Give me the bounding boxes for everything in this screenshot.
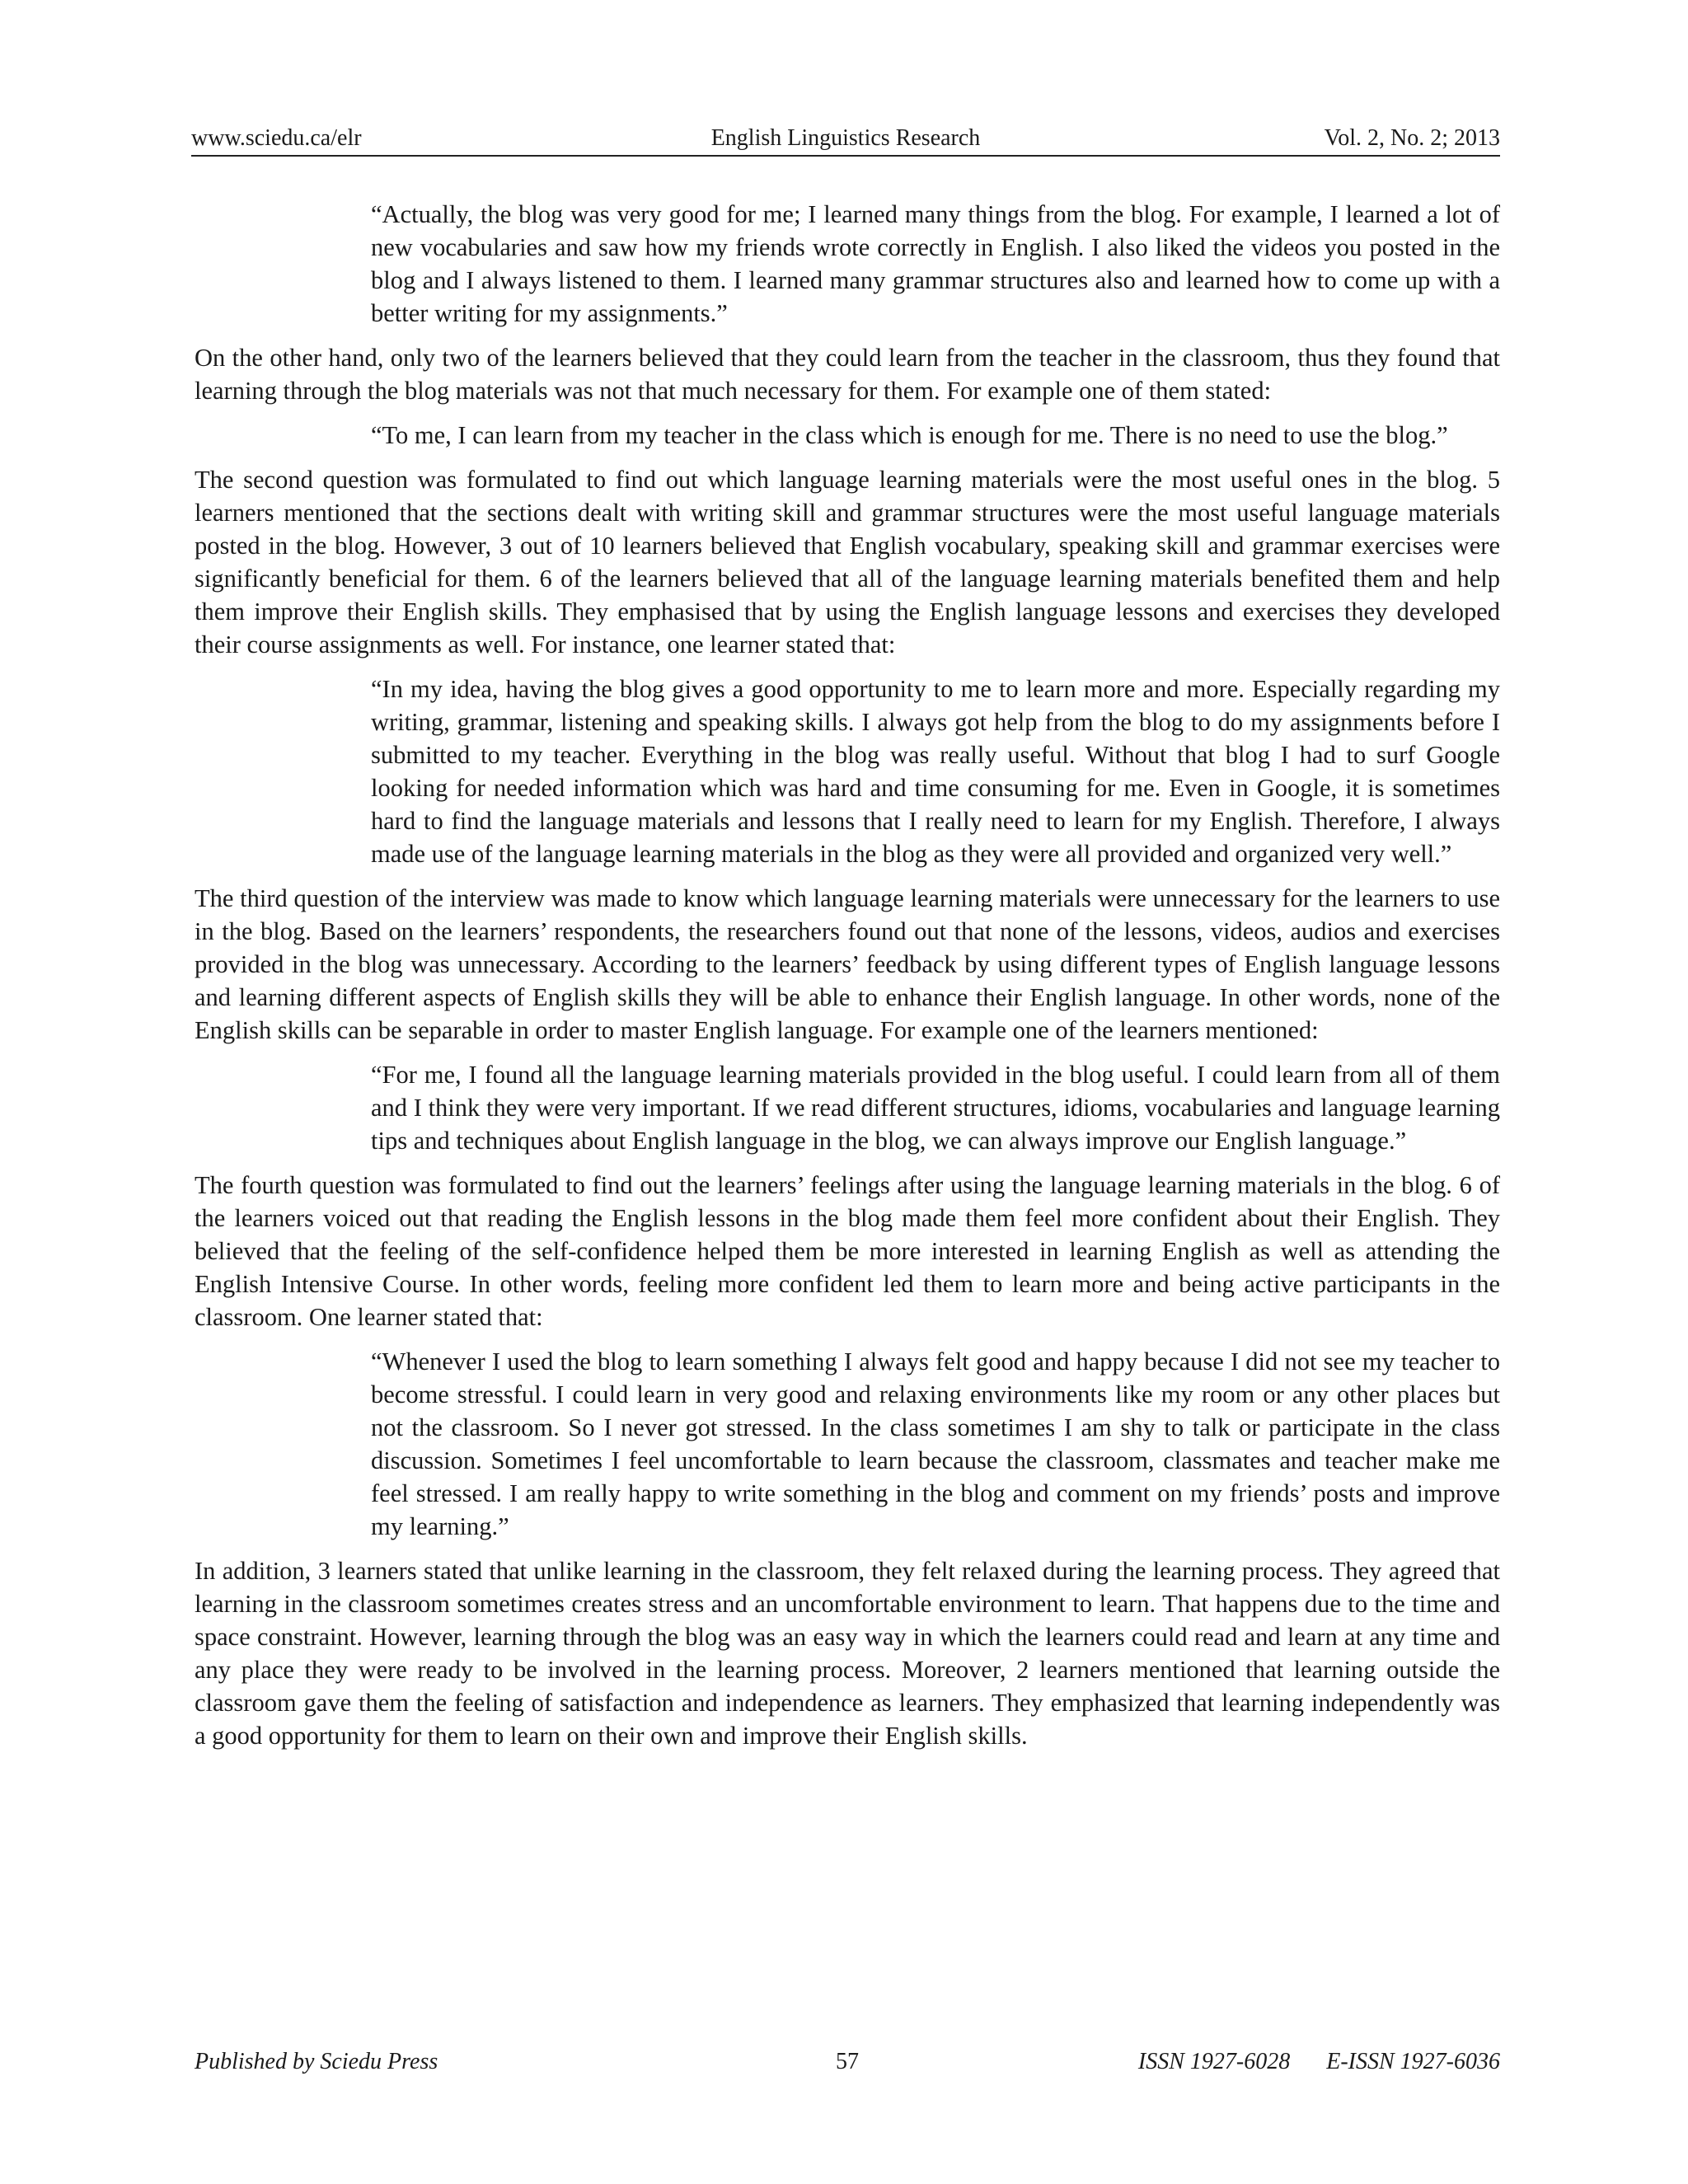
journal-title: English Linguistics Research — [710, 125, 981, 151]
body-paragraph: The fourth question was formulated to find out the learners’ feelings after using the language learning materials in the blog. 6 of the learners voiced out that reading the English lessons in the blog made them feel more confident about their English. They believed that the feeling of the self-confidence helped them be more interested in learning English as well as attending the English Intensive Course. In other words, feeling more confident led them to learn more and being active participants in the classroom. One learner stated that: — [195, 1171, 1500, 1331]
running-footer — [195, 2049, 1500, 2082]
body-paragraph: In addition, 3 learners stated that unlike learning in the classroom, they felt relaxed during the learning process. They agreed that learning in the classroom sometimes creates stress and an uncomfortable environment to learn. That happens due to the time and space constraint. However, learning through the blog was an easy way in which the learners could read and learn at any time and any place they were ready to be involved in the learning process. Moreover, 2 learners mentioned that learning outside the classroom gave them the feeling of satisfaction and independence as learners. They emphasized that learning independently was a good opportunity for them to learn on their own and improve their English skills. — [195, 1557, 1500, 1750]
running-header — [191, 122, 1500, 157]
interview-quote: “For me, I found all the language learning materials provided in the blog useful. I could learn from all of them and I think they were very important. If we read different structures, idioms, vocabularies and language learning tips and techniques about English language in the blog, we can always improve our English language.” — [371, 1061, 1500, 1155]
issn: ISSN 1927-6028 — [1137, 2049, 1291, 2074]
eissn: E-ISSN 1927-6036 — [1326, 2049, 1500, 2074]
body-paragraph: On the other hand, only two of the learners believed that they could learn from the teacher in the classroom, thus they found that learning through the blog materials was not that much necessary for them. For example one of them stated: — [195, 344, 1500, 405]
issn-info — [1138, 2049, 1500, 2075]
interview-quote: “Whenever I used the blog to learn something I always felt good and happy because I did not see my teacher to become stressful. I could learn in very good and relaxing environments like my room or any other places but not the classroom. So I never got stressed. In the class sometimes I am shy to talk or participate in the class discussion. Sometimes I feel uncomfortable to learn because the classroom, classmates and teacher make me feel stressed. I am really happy to write something in the blog and comment on my friends’ posts and improve my learning.” — [371, 1347, 1500, 1540]
article-body — [195, 198, 1500, 1764]
interview-quote: “Actually, the blog was very good for me; I learned many things from the blog. For example, I learned a lot of new vocabularies and saw how my friends wrote correctly in English. I also liked the videos you posted in the blog and I always listened to them. I learned many grammar structures also and learned how to come up with a better writing for my assignments.” — [371, 200, 1500, 327]
page-number: 57 — [836, 2049, 859, 2074]
interview-quote: “To me, I can learn from my teacher in the class which is enough for me. There is no need to use the blog.” — [371, 421, 1448, 449]
interview-quote: “In my idea, having the blog gives a good opportunity to me to learn more and more. Especially regarding my writing, grammar, listening and speaking skills. I always got help from the blog to do my assignments before I submitted to my teacher. Everything in the blog was really useful. Without that blog I had to surf Google looking for needed information which was hard and time consuming for me. Even in Google, it is sometimes hard to find the language materials and lessons that I really need to learn for my English. Therefore, I always made use of the language learning materials in the blog as they were all provided and organized very well.” — [371, 675, 1500, 868]
body-paragraph: The third question of the interview was made to know which language learning materials were unnecessary for the learners to use in the blog. Based on the learners’ respondents, the researchers found out that none of the lessons, videos, audios and exercises provided in the blog was unnecessary. According to the learners’ feedback by using different types of English language lessons and learning different aspects of English skills they will be able to enhance their English language. In other words, none of the English skills can be separable in order to master English language. For example one of the learners mentioned: — [195, 884, 1500, 1044]
publisher-credit: Published by Sciedu Press — [195, 2049, 438, 2074]
body-paragraph: The second question was formulated to find out which language learning materials were the most useful ones in the blog. 5 learners mentioned that the sections dealt with writing skill and grammar structures were the most useful language materials posted in the blog. However, 3 out of 10 learners believed that English vocabulary, speaking skill and grammar exercises were significantly beneficial for them. 6 of the learners believed that all of the language learning materials benefited them and help them improve their English skills. They emphasised that by using the English language lessons and exercises they developed their course assignments as well. For instance, one learner stated that: — [195, 466, 1500, 658]
volume-info: Vol. 2, No. 2; 2013 — [1324, 125, 1500, 151]
journal-url: www.sciedu.ca/elr — [191, 125, 362, 151]
